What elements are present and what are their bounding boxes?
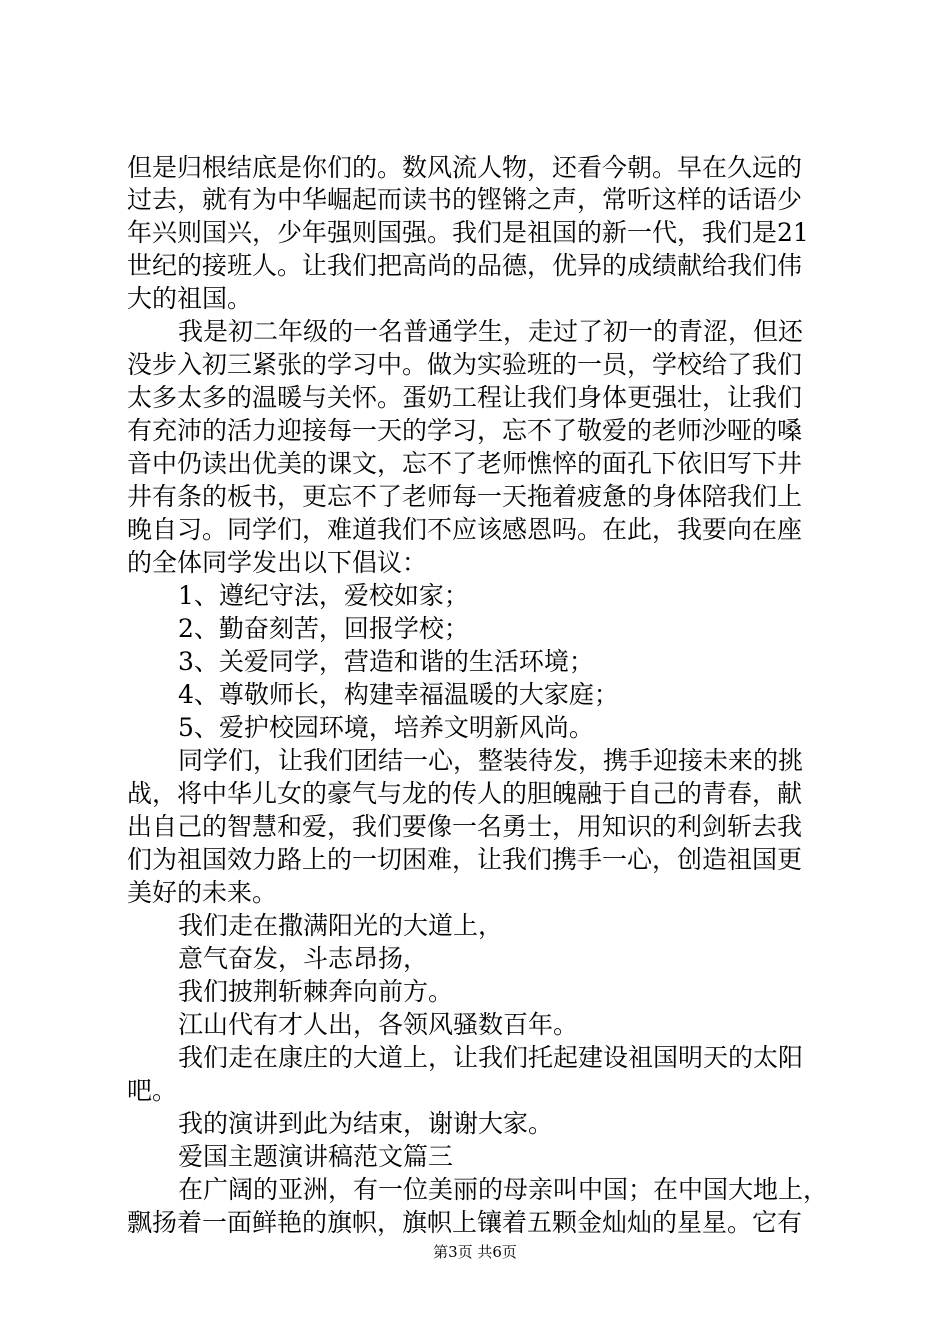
page-number-footer: 第3页 共6页 [433, 1243, 517, 1261]
text-line: 战，将中华儿女的豪气与龙的传人的胆魄融于自己的青春，献 [127, 779, 803, 808]
section-heading: 爱国主题演讲稿范文篇三 [178, 1142, 454, 1171]
text-line: 我是初二年级的一名普通学生，走过了初一的青涩，但还 [178, 317, 804, 346]
list-item: 1、遵纪守法，爱校如家； [178, 581, 469, 610]
text-line: 我们走在康庄的大道上，让我们托起建设祖国明天的太阳 [178, 1043, 804, 1072]
text-line: 音中仍读出优美的课文，忘不了老师憔悴的面孔下依旧写下井 [127, 449, 803, 478]
text-line: 吧。 [127, 1076, 178, 1105]
text-line: 有充沛的活力迎接每一天的学习，忘不了敬爱的老师沙哑的嗓 [127, 416, 803, 445]
list-item: 5、爱护校园环境，培养文明新风尚。 [178, 713, 594, 742]
poem-line: 江山代有才人出，各领风骚数百年。 [178, 1010, 579, 1039]
poem-line: 我们披荆斩棘奔向前方。 [178, 977, 454, 1006]
list-item: 2、勤奋刻苦，回报学校； [178, 614, 469, 643]
text-line: 大的祖国。 [127, 284, 253, 313]
list-item: 3、关爱同学，营造和谐的生活环境； [178, 647, 594, 676]
poem-line: 意气奋发，斗志昂扬， [178, 944, 429, 973]
text-line: 年兴则国兴，少年强则国强。我们是祖国的新一代，我们是21 [127, 218, 809, 247]
text-line: 出自己的智慧和爱，我们要像一名勇士，用知识的利剑斩去我 [127, 812, 803, 841]
list-item: 4、尊敬师长，构建幸福温暖的大家庭； [178, 680, 619, 709]
text-line: 们为祖国效力路上的一切困难，让我们携手一心，创造祖国更 [127, 845, 803, 874]
text-line: 晚自习。同学们，难道我们不应该感恩吗。在此，我要向在座 [127, 515, 803, 544]
text-line: 美好的未来。 [127, 878, 278, 907]
text-line: 飘扬着一面鲜艳的旗帜，旗帜上镶着五颗金灿灿的星星。它有 [127, 1208, 803, 1237]
text-line: 在广阔的亚洲，有一位美丽的母亲叫中国；在中国大地上， [178, 1175, 829, 1204]
text-line: 我的演讲到此为结束，谢谢大家。 [178, 1109, 554, 1138]
text-line: 过去，就有为中华崛起而读书的铿锵之声，常听这样的话语少 [127, 185, 803, 214]
text-line: 太多太多的温暖与关怀。蛋奶工程让我们身体更强壮，让我们 [127, 383, 803, 412]
poem-line: 我们走在撒满阳光的大道上， [178, 911, 504, 940]
text-line: 没步入初三紧张的学习中。做为实验班的一员，学校给了我们 [127, 350, 803, 379]
text-line: 井有条的板书，更忘不了老师每一天拖着疲惫的身体陪我们上 [127, 482, 803, 511]
text-line: 的全体同学发出以下倡议： [127, 548, 428, 577]
text-line: 世纪的接班人。让我们把高尚的品德，优异的成绩献给我们伟 [127, 251, 803, 280]
text-line: 但是归根结底是你们的。数风流人物，还看今朝。早在久远的 [127, 153, 803, 182]
text-line: 同学们，让我们团结一心，整装待发，携手迎接未来的挑 [178, 746, 804, 775]
